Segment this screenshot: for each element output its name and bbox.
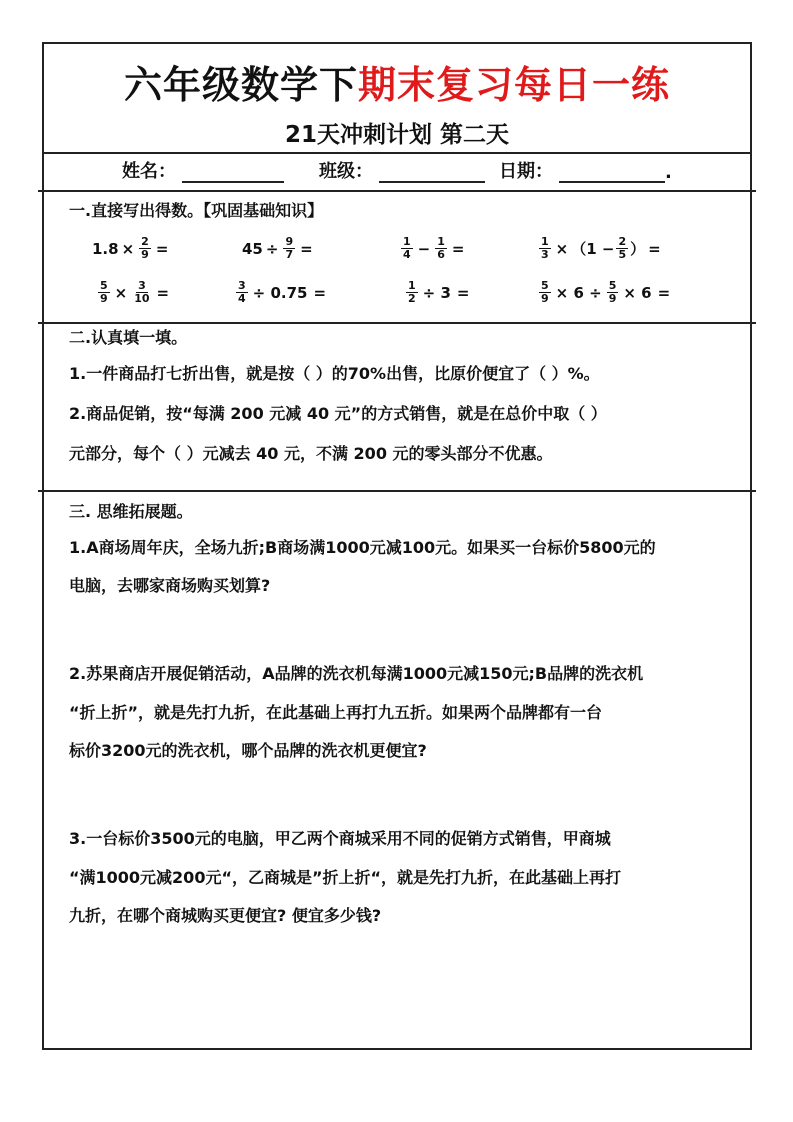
divider bbox=[38, 322, 756, 324]
calc-question-3: $\frac{1}{4}$ − $\frac{1}{6}$ = bbox=[403, 235, 465, 261]
fill-question-2-line-1: 2.商品促销，按“每满 200 元减 40 元”的方式销售，就是在总价中取（ ） bbox=[69, 404, 607, 423]
class-blank[interactable] bbox=[379, 163, 485, 183]
fill-question-2-line-2: 元部分，每个（ ）元减去 40 元，不满 200 元的零头部分不优惠。 bbox=[69, 444, 553, 463]
page-title bbox=[44, 54, 750, 109]
page-subtitle: 21天冲刺计划 第二天 bbox=[284, 122, 509, 148]
section-3-title: 三. 思维拓展题。 bbox=[69, 502, 193, 521]
date-suffix: . bbox=[665, 162, 672, 183]
name-field[interactable] bbox=[122, 157, 284, 183]
divider bbox=[38, 190, 756, 192]
calc-question-7: $\frac{1}{2}$ ÷ 3 = bbox=[408, 279, 470, 305]
problem-2-line-2: “折上折”，就是先打九折，在此基础上再打九五折。如果两个品牌都有一台 bbox=[69, 703, 603, 722]
title-part-red: 期末复习每日一练 bbox=[358, 63, 671, 107]
title-part-black: 六年级数学下 bbox=[123, 63, 358, 107]
divider bbox=[44, 152, 750, 154]
calc-question-2: 45 ÷ $\frac{9}{7}$ = bbox=[242, 235, 313, 261]
problem-1-line-2: 电脑，去哪家商场购买划算? bbox=[69, 576, 271, 595]
calc-question-4: $\frac{1}{3}$ × （1 − $\frac{2}{5}$ ） = bbox=[541, 235, 661, 261]
problem-3-line-1: 3.一台标价3500元的电脑，甲乙两个商城采用不同的促销方式销售，甲商城 bbox=[69, 829, 611, 848]
worksheet bbox=[42, 42, 752, 1050]
class-field[interactable] bbox=[319, 157, 485, 183]
name-label: 姓名： bbox=[122, 161, 176, 182]
date-field[interactable] bbox=[499, 157, 672, 183]
fill-question-1: 1.一件商品打七折出售，就是按（ ）的70%出售，比原价便宜了（ ）%。 bbox=[69, 364, 600, 383]
class-label: 班级： bbox=[319, 161, 373, 182]
problem-1-line-1: 1.A商场周年庆，全场九折;B商场满1000元减100元。如果买一台标价5800元的 bbox=[69, 538, 656, 557]
problem-2-line-3: 标价3200元的洗衣机，哪个品牌的洗衣机更便宜? bbox=[69, 741, 427, 760]
calc-question-8: $\frac{5}{9}$ × 6 ÷ $\frac{5}{9}$ × 6 = bbox=[541, 279, 671, 305]
date-blank[interactable] bbox=[559, 163, 665, 183]
calc-question-6: $\frac{3}{4}$ ÷ 0.75 = bbox=[238, 279, 327, 305]
section-2-title: 二.认真填一填。 bbox=[69, 328, 188, 347]
name-blank[interactable] bbox=[182, 163, 284, 183]
calc-question-5: $\frac{5}{9}$ × $\frac{3}{10}$ = bbox=[100, 279, 170, 305]
student-info-row bbox=[44, 157, 750, 187]
problem-3-line-3: 九折，在哪个商城购买更便宜? 便宜多少钱? bbox=[69, 906, 382, 925]
problem-2-line-1: 2.苏果商店开展促销活动，A品牌的洗衣机每满1000元减150元;B品牌的洗衣机 bbox=[69, 664, 644, 683]
date-label: 日期： bbox=[499, 161, 553, 182]
divider bbox=[38, 490, 756, 492]
calc-question-1: 1.8 × $\frac{2}{9}$ = bbox=[92, 235, 169, 261]
section-1-title: 一.直接写出得数。【巩固基础知识】 bbox=[69, 201, 324, 220]
problem-3-line-2: “满1000元减200元“，乙商城是”折上折“，就是先打九折，在此基础上再打 bbox=[69, 868, 621, 887]
